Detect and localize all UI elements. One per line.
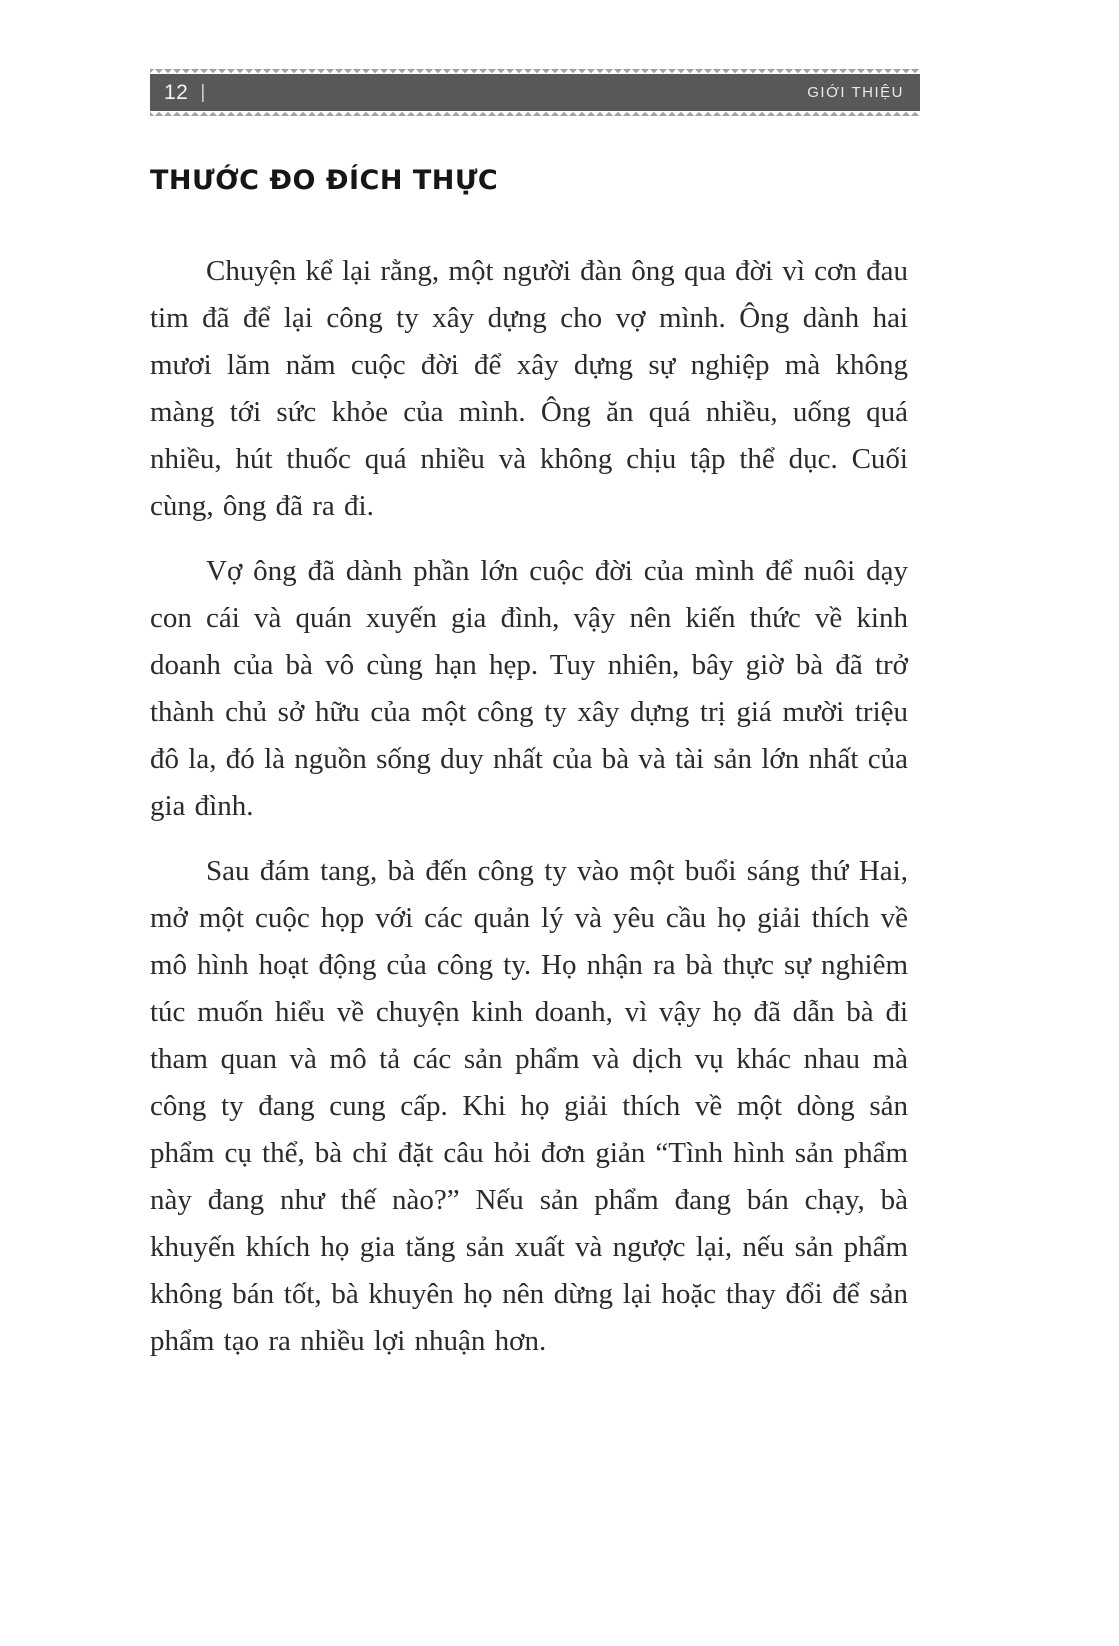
running-header-title: GIỚI THIỆU (807, 84, 904, 101)
page-number-group (164, 81, 205, 105)
paragraph-1: Chuyện kể lại rằng, một người đàn ông qua đời vì cơn đau tim đã để lại công ty xây dựng cho vợ mình. Ông dành hai mươi lăm năm cuộc đời để xây dựng sự nghiệp mà không màng tới sức khỏe của mình. Ông ăn quá nhiều, uống quá nhiều, hút thuốc quá nhiều và không chịu tập thể dục. Cuối cùng, ông đã ra đi. (150, 255, 908, 522)
page-number-divider: | (200, 82, 206, 103)
section-heading: THƯỚC ĐO ĐÍCH THỰC (150, 165, 499, 196)
paragraph-2: Vợ ông đã dành phần lớn cuộc đời của mình để nuôi dạy con cái và quán xuyến gia đình, vậy nên kiến thức về kinh doanh của bà vô cùng hạn hẹp. Tuy nhiên, bây giờ bà đã trở thành chủ sở hữu của một công ty xây dựng trị giá mười triệu đô la, đó là nguồn sống duy nhất của bà và tài sản lớn nhất của gia đình. (150, 555, 908, 822)
body-text (150, 248, 908, 1365)
page-number: 12 (164, 80, 189, 104)
running-header (150, 74, 920, 111)
page-content (150, 165, 908, 1365)
paragraph-3: Sau đám tang, bà đến công ty vào một buổi sáng thứ Hai, mở một cuộc họp với các quản lý và yêu cầu họ giải thích về mô hình hoạt động của công ty. Họ nhận ra bà thực sự nghiêm túc muốn hiểu về chuyện kinh doanh, vì vậy họ đã dẫn bà đi tham quan và mô tả các sản phẩm và dịch vụ khác nhau mà công ty đang cung cấp. Khi họ giải thích về một dòng sản phẩm cụ thể, bà chỉ đặt câu hỏi đơn giản “Tình hình sản phẩm này đang như thế nào?” Nếu sản phẩm đang bán chạy, bà khuyến khích họ gia tăng sản xuất và ngược lại, nếu sản phẩm không bán tốt, bà khuyên họ nên dừng lại hoặc thay đổi để sản phẩm tạo ra nhiều lợi nhuận hơn. (150, 855, 908, 1357)
